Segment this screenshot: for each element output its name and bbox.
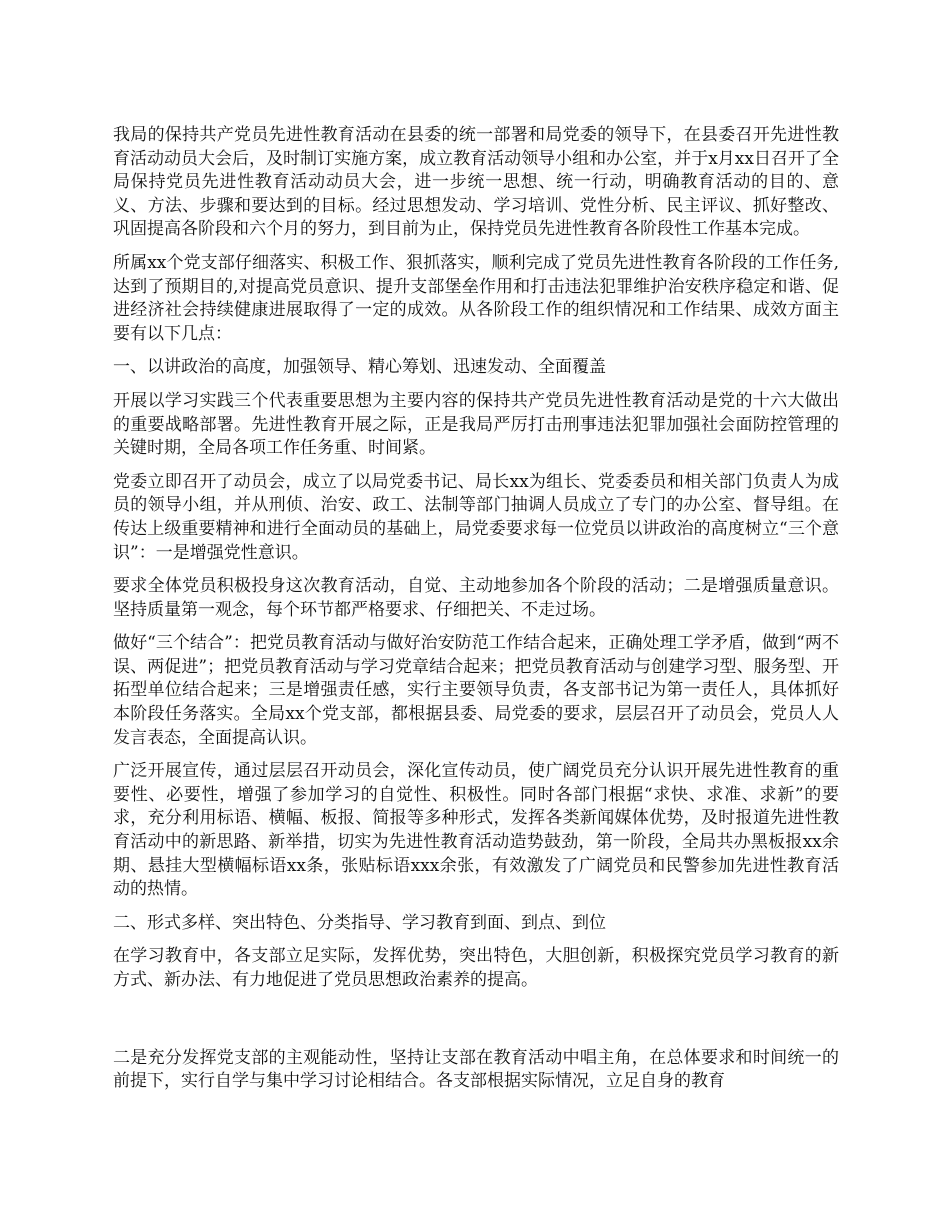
section-heading-2: 二、形式多样、突出特色、分类指导、学习教育到面、到点、到位 [113, 912, 606, 933]
paragraph-section1-a: 开展以学习实践三个代表重要思想为主要内容的保持共产党员先进性教育活动是党的十六大做出的重要战略部署。先进性教育开展之际，正是我局严厉打击刑事违法犯罪加强社会面防控管理的关键时期，全局各项工作任务重、时间紧。 [113, 390, 839, 459]
paragraph-section1-c: 要求全体党员积极投身这次教育活动，自觉、主动地参加各个阶段的活动；二是增强质量意识。坚持质量第一观念，每个环节都严格要求、仔细把关、不走过场。 [113, 576, 839, 620]
paragraph-overview: 所属xx个党支部仔细落实、积极工作、狠抓落实，顺利完成了党员先进性教育各阶段的工作任务,达到了预期目的,对提高党员意识、提升支部堡垒作用和打击违法犯罪维护治安秩序稳定和谐、促进经济社会持续健康进展取得了一定的成效。从各阶段工作的组织情况和工作结果、成效方面主要有以下几点： [113, 252, 839, 344]
section-heading-1: 一、以讲政治的高度，加强领导、精心筹划、迅速发动、全面覆盖 [113, 357, 606, 378]
paragraph-section2-a: 在学习教育中，各支部立足实际，发挥优势，突出特色，大胆创新，积极探究党员学习教育的新方式、新办法、有力地促进了党员思想政治素养的提高。 [113, 946, 839, 990]
paragraph-section1-d: 做好“三个结合”：把党员教育活动与做好治安防范工作结合起来，正确处理工学矛盾，做到“两不误、两促进”；把党员教育活动与学习党章结合起来；把党员教育活动与创建学习型、服务型、开拓型单位结合起来；三是增强责任感，实行主要领导负责，各支部书记为第一责任人，具体抓好本阶段任务落实。全局xx个党支部，都根据县委、局党委的要求，层层召开了动员会，党员人人发言表态，全面提高认识。 [113, 633, 839, 748]
document-body [113, 124, 839, 1104]
paragraph-section1-b: 党委立即召开了动员会，成立了以局党委书记、局长xx为组长、党委委员和相关部门负责人为成员的领导小组，并从刑侦、治安、政工、法制等部门抽调人员成立了专门的办公室、督导组。在传达上级重要精神和进行全面动员的基础上，局党委要求每一位党员以讲政治的高度树立“三个意识”：一是增强党性意识。 [113, 471, 839, 563]
paragraph-gap [113, 1003, 839, 1047]
paragraph-intro: 我局的保持共产党员先进性教育活动在县委的统一部署和局党委的领导下，在县委召开先进性教育活动动员大会后，及时制订实施方案，成立教育活动领导小组和办公室，并于x月xx日召开了全局保持党员先进性教育活动动员大会，进一步统一思想、统一行动，明确教育活动的目的、意义、方法、步骤和要达到的目标。经过思想发动、学习培训、党性分析、民主评议、抓好整改、巩固提高各阶段和六个月的努力，到目前为止，保持党员先进性教育各阶段性工作基本完成。 [113, 125, 839, 240]
paragraph-section1-e: 广泛开展宣传，通过层层召开动员会，深化宣传动员，使广阔党员充分认识开展先进性教育的重要性、必要性，增强了参加学习的自觉性、积极性。同时各部门根据“求快、求准、求新”的要求，充分利用标语、横幅、板报、简报等多种形式，发挥各类新闻媒体优势，及时报道先进性教育活动中的新思路、新举措，切实为先进性教育活动造势鼓劲，第一阶段，全局共办黑板报xx余期、悬挂大型横幅标语xx条，张贴标语xxx余张，有效激发了广阔党员和民警参加先进性教育活动的热情。 [113, 761, 839, 900]
paragraph-section2-b: 二是充分发挥党支部的主观能动性，坚持让支部在教育活动中唱主角，在总体要求和时间统一的前提下，实行自学与集中学习讨论相结合。各支部根据实际情况，立足自身的教育 [113, 1047, 839, 1092]
